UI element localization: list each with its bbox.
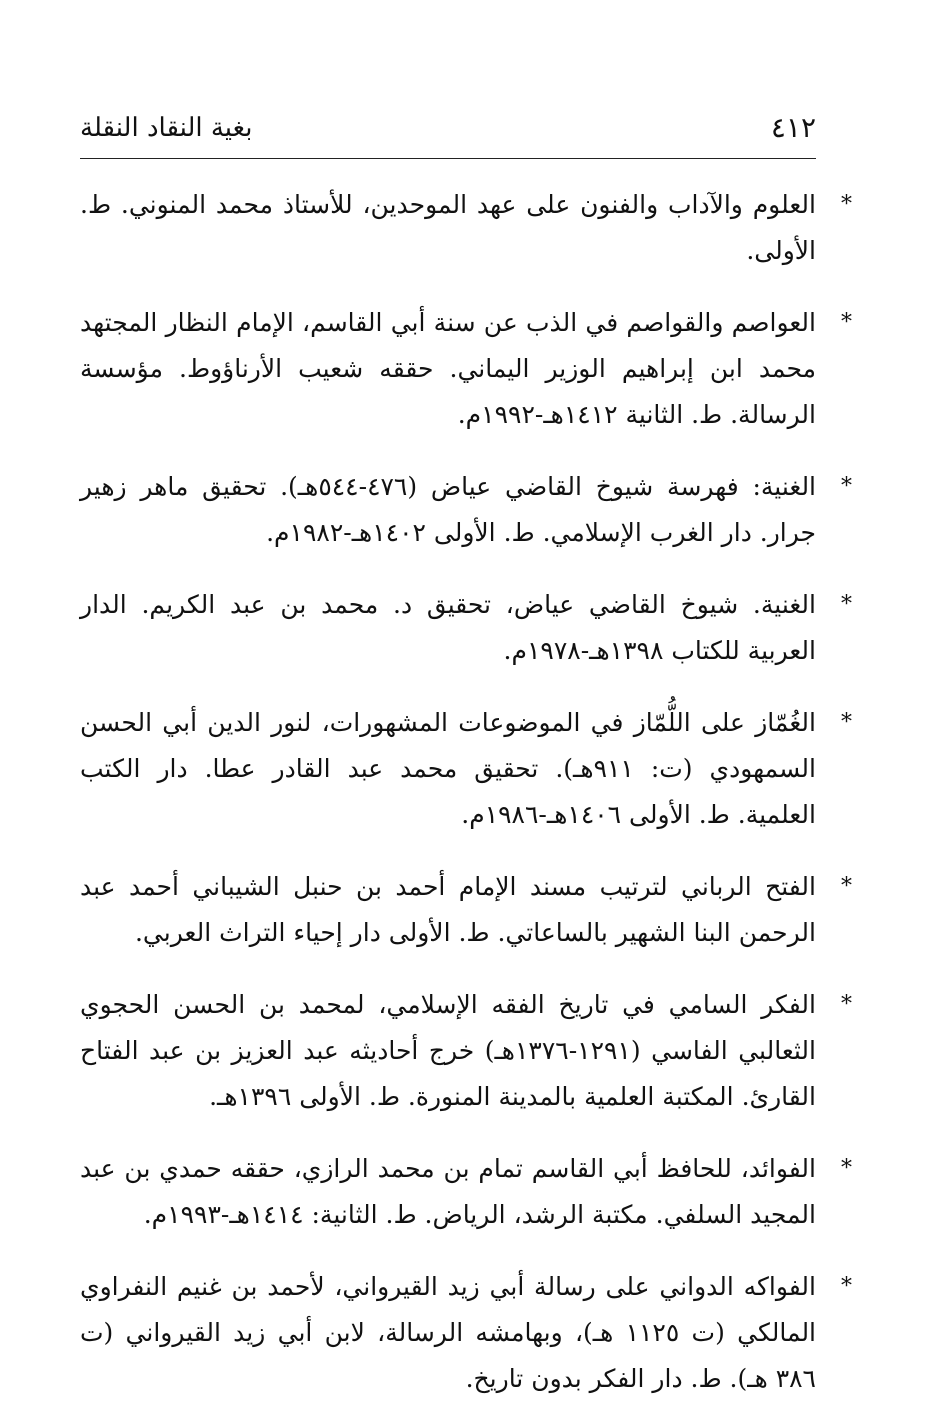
entry-text: الفوائد، للحافظ أبي القاسم تمام بن محمد الرازي، حققه حمدي بن عبد المجيد السلفي. مكتبة الرشد، الرياض. ط. الثانية: ١٤١٤هـ-١٩٩٣م. <box>80 1154 816 1229</box>
bibliography-entry <box>80 464 852 556</box>
bibliography-entry <box>80 1264 852 1402</box>
header-rule <box>80 158 816 159</box>
bullet-icon: * <box>841 1156 852 1181</box>
entry-text: العلوم والآداب والفنون على عهد الموحدين، للأستاذ محمد المنوني. ط. الأولى. <box>80 190 816 265</box>
bullet-icon: * <box>841 1274 852 1299</box>
page-number: ٤١٢ <box>770 111 816 144</box>
entry-text: الفواكه الدواني على رسالة أبي زيد القيرواني، لأحمد بن غنيم النفراوي المالكي (ت ١١٢٥ هـ)، وبهامشه الرسالة، لابن أبي زيد القيرواني (ت ٣٨٦ هـ). ط. دار الفكر بدون تاريخ. <box>80 1272 817 1393</box>
entry-text: الغُمّاز على اللُّمّاز في الموضوعات المشهورات، لنور الدين أبي الحسن السمهودي (ت: ٩١١هـ). تحقيق محمد عبد القادر عطا. دار الكتب العلمية. ط. الأولى ١٤٠٦هـ-١٩٨٦م. <box>80 708 816 829</box>
entry-text: الغنية. شيوخ القاضي عياض، تحقيق د. محمد بن عبد الكريم. الدار العربية للكتاب ١٣٩٨هـ-١٩٧٨م. <box>80 590 816 665</box>
bibliography-entry <box>80 582 852 674</box>
bullet-icon: * <box>841 192 852 217</box>
bullet-icon: * <box>841 992 852 1017</box>
bullet-icon: * <box>841 710 852 735</box>
bibliography-entry <box>80 700 852 838</box>
bullet-icon: * <box>841 592 852 617</box>
page-header <box>80 108 816 148</box>
bibliography-entry <box>80 982 852 1120</box>
entry-text: الفكر السامي في تاريخ الفقه الإسلامي، لمحمد بن الحسن الحجوي الثعالبي الفاسي (١٢٩١-١٣٧٦هـ) خرج أحاديثه عبد العزيز بن عبد الفتاح القارئ. المكتبة العلمية بالمدينة المنورة. ط. الأولى ١٣٩٦هـ. <box>80 990 816 1111</box>
entry-text: الفتح الرباني لترتيب مسند الإمام أحمد بن حنبل الشيباني أحمد عبد الرحمن البنا الشهير بالساعاتي. ط. الأولى دار إحياء التراث العربي. <box>80 872 816 947</box>
entry-text: العواصم والقواصم في الذب عن سنة أبي القاسم، الإمام النظار المجتهد محمد ابن إبراهيم الوزير اليماني. حققه شعيب الأرناؤوط. مؤسسة الرسالة. ط. الثانية ١٤١٢هـ-١٩٩٢م. <box>80 308 816 429</box>
bullet-icon: * <box>841 874 852 899</box>
bibliography-entry <box>80 1146 852 1238</box>
entry-text: الغنية: فهرسة شيوخ القاضي عياض (٤٧٦-٥٤٤هـ). تحقيق ماهر زهير جرار. دار الغرب الإسلامي. ط. الأولى ١٤٠٢هـ-١٩٨٢م. <box>80 472 817 547</box>
bibliography-entry <box>80 300 852 438</box>
bullet-icon: * <box>841 474 852 499</box>
bibliography-list <box>80 182 852 1428</box>
running-title: بغية النقاد النقلة <box>80 113 253 143</box>
bibliography-entry <box>80 864 852 956</box>
bullet-icon: * <box>841 310 852 335</box>
bibliography-entry <box>80 182 852 274</box>
